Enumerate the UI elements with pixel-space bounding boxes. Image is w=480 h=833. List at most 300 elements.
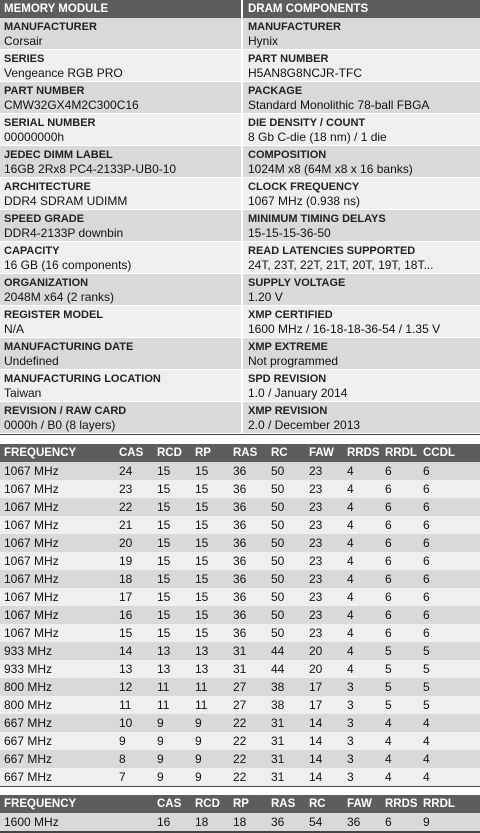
jedec-table-cell: 9 — [115, 732, 153, 750]
jedec-table-row — [0, 498, 480, 516]
jedec-table-cell: 50 — [267, 480, 305, 498]
jedec-table-cell: 4 — [419, 714, 480, 732]
jedec-table-cell: 6 — [381, 552, 419, 570]
module-field-value: Undefined — [4, 354, 59, 368]
jedec-table-cell: 13 — [191, 642, 229, 660]
jedec-table-cell: 36 — [229, 606, 267, 624]
dram-field-value: 2.0 / December 2013 — [248, 418, 361, 432]
jedec-table-cell: 5 — [381, 642, 419, 660]
dram-field — [243, 306, 480, 338]
module-field-value: 00000000h — [4, 130, 65, 144]
jedec-table-cell: 13 — [153, 642, 191, 660]
module-field — [0, 306, 243, 338]
jedec-table-cell: 23 — [115, 480, 153, 498]
jedec-table-row — [0, 480, 480, 498]
xmp-column-header: RP — [229, 795, 267, 813]
jedec-table-cell: 23 — [305, 498, 343, 516]
xmp-timings-table — [0, 795, 480, 831]
jedec-table-cell: 4 — [343, 516, 381, 534]
jedec-table-cell: 1067 MHz — [0, 462, 115, 480]
module-field — [0, 146, 243, 178]
jedec-table-row — [0, 462, 480, 480]
jedec-table-cell: 50 — [267, 462, 305, 480]
jedec-table-cell: 50 — [267, 534, 305, 552]
xmp-column-header: FAW — [343, 795, 381, 813]
jedec-table-cell: 15 — [115, 624, 153, 642]
jedec-table-cell: 14 — [115, 642, 153, 660]
jedec-table-cell: 22 — [229, 750, 267, 768]
jedec-table-cell: 24 — [115, 462, 153, 480]
jedec-table-cell: 4 — [343, 480, 381, 498]
jedec-table-cell: 5 — [381, 696, 419, 714]
jedec-table-cell: 6 — [381, 570, 419, 588]
jedec-table-cell: 14 — [305, 732, 343, 750]
xmp-column-header: RRDS — [381, 795, 419, 813]
jedec-table-cell: 23 — [305, 624, 343, 642]
module-field-label: SERIES — [4, 53, 45, 65]
jedec-table-cell: 1067 MHz — [0, 480, 115, 498]
dram-field-value: 8 Gb C-die (18 nm) / 1 die — [248, 130, 387, 144]
jedec-table-cell: 667 MHz — [0, 768, 115, 786]
jedec-table-row — [0, 552, 480, 570]
jedec-table-cell: 11 — [191, 678, 229, 696]
jedec-table-cell: 15 — [153, 570, 191, 588]
jedec-table-cell: 9 — [191, 732, 229, 750]
jedec-table-cell: 27 — [229, 696, 267, 714]
jedec-table-cell: 15 — [153, 480, 191, 498]
jedec-table-cell: 1067 MHz — [0, 552, 115, 570]
jedec-table-cell: 667 MHz — [0, 732, 115, 750]
jedec-table-cell: 21 — [115, 516, 153, 534]
xmp-table-cell: 54 — [305, 813, 343, 831]
jedec-table-cell: 11 — [191, 696, 229, 714]
jedec-table-cell: 9 — [191, 768, 229, 786]
jedec-table-cell: 15 — [191, 624, 229, 642]
dram-field — [243, 338, 480, 370]
jedec-column-header: CAS — [115, 444, 153, 462]
jedec-table-cell: 23 — [305, 570, 343, 588]
module-field — [0, 338, 243, 370]
xmp-table-cell: 16 — [153, 813, 191, 831]
jedec-table-cell: 23 — [305, 516, 343, 534]
jedec-table-cell: 4 — [343, 498, 381, 516]
dram-field-value: Hynix — [248, 34, 279, 48]
jedec-table-cell: 15 — [153, 552, 191, 570]
jedec-table-cell: 3 — [343, 696, 381, 714]
jedec-table-row — [0, 624, 480, 642]
module-field-label: JEDEC DIMM LABEL — [4, 149, 113, 161]
module-field-value: CMW32GX4M2C300C16 — [4, 98, 139, 112]
dram-field-label: XMP REVISION — [248, 405, 328, 417]
xmp-column-header: RRDL — [419, 795, 480, 813]
dram-field-label: MANUFACTURER — [248, 21, 341, 33]
dram-field — [243, 50, 480, 82]
module-field-value: 16GB 2Rx8 PC4-2133P-UB0-10 — [4, 162, 177, 176]
jedec-table-cell: 50 — [267, 624, 305, 642]
jedec-table-cell: 20 — [305, 660, 343, 678]
module-field — [0, 50, 243, 82]
dram-field-value: 1.20 V — [248, 290, 283, 304]
jedec-table-cell: 44 — [267, 660, 305, 678]
jedec-column-header: RCD — [153, 444, 191, 462]
jedec-table-cell: 4 — [343, 588, 381, 606]
jedec-table-row — [0, 588, 480, 606]
dram-field-value: H5AN8G8NCJR-TFC — [248, 66, 363, 80]
jedec-table-cell: 15 — [153, 588, 191, 606]
jedec-table-cell: 6 — [381, 606, 419, 624]
dram-field — [243, 402, 480, 434]
dram-field-label: SUPPLY VOLTAGE — [248, 277, 346, 289]
module-field-label: MANUFACTURER — [4, 21, 97, 33]
jedec-table-cell: 15 — [191, 480, 229, 498]
dram-field-value: Not programmed — [248, 354, 339, 368]
dram-field-label: COMPOSITION — [248, 149, 327, 161]
dram-field-label: READ LATENCIES SUPPORTED — [248, 245, 416, 257]
dram-field-value: 15-15-15-36-50 — [248, 226, 331, 240]
jedec-table-cell: 4 — [343, 606, 381, 624]
jedec-table-cell: 18 — [115, 570, 153, 588]
jedec-table-row — [0, 642, 480, 660]
jedec-column-header: RP — [191, 444, 229, 462]
jedec-table-cell: 50 — [267, 498, 305, 516]
jedec-table-cell: 6 — [419, 588, 480, 606]
jedec-table-cell: 15 — [191, 606, 229, 624]
jedec-table-cell: 6 — [381, 534, 419, 552]
module-field — [0, 210, 243, 242]
jedec-table-cell: 933 MHz — [0, 660, 115, 678]
jedec-table-cell: 7 — [115, 768, 153, 786]
jedec-table-cell: 6 — [419, 606, 480, 624]
jedec-table-cell: 22 — [115, 498, 153, 516]
module-field-value: DDR4-2133P downbin — [4, 226, 124, 240]
jedec-table-cell: 16 — [115, 606, 153, 624]
jedec-table-cell: 23 — [305, 534, 343, 552]
section-divider — [0, 434, 480, 444]
jedec-table-cell: 14 — [305, 768, 343, 786]
jedec-table-cell: 19 — [115, 552, 153, 570]
dram-field — [243, 210, 480, 242]
jedec-table-cell: 15 — [153, 624, 191, 642]
jedec-table-row — [0, 516, 480, 534]
module-field — [0, 178, 243, 210]
jedec-table-cell: 933 MHz — [0, 642, 115, 660]
jedec-table-cell: 6 — [381, 516, 419, 534]
dram-field — [243, 82, 480, 114]
jedec-table-cell: 4 — [381, 768, 419, 786]
jedec-table-cell: 4 — [343, 660, 381, 678]
jedec-table-row — [0, 606, 480, 624]
jedec-table-cell: 9 — [153, 732, 191, 750]
xmp-table-cell: 18 — [191, 813, 229, 831]
module-field-label: REVISION / RAW CARD — [4, 405, 127, 417]
jedec-table-cell: 15 — [153, 462, 191, 480]
jedec-table-cell: 31 — [229, 642, 267, 660]
jedec-table-cell: 4 — [419, 768, 480, 786]
jedec-table-cell: 31 — [267, 768, 305, 786]
dram-field-label: CLOCK FREQUENCY — [248, 181, 360, 193]
dram-field-value: Standard Monolithic 78-ball FBGA — [248, 98, 430, 112]
module-field-value: 2048M x64 (2 ranks) — [4, 290, 115, 304]
module-field — [0, 242, 243, 274]
jedec-table-cell: 17 — [115, 588, 153, 606]
dram-field-label: XMP EXTREME — [248, 341, 328, 353]
jedec-table-cell: 23 — [305, 552, 343, 570]
jedec-table-cell: 6 — [381, 462, 419, 480]
jedec-table-row — [0, 714, 480, 732]
jedec-table-cell: 9 — [153, 750, 191, 768]
jedec-table-cell: 11 — [115, 696, 153, 714]
jedec-table-cell: 15 — [153, 534, 191, 552]
jedec-table-cell: 1067 MHz — [0, 570, 115, 588]
module-field-label: MANUFACTURING DATE — [4, 341, 134, 353]
jedec-table-cell: 6 — [381, 480, 419, 498]
module-field-label: CAPACITY — [4, 245, 60, 257]
jedec-table-cell: 5 — [419, 696, 480, 714]
jedec-table-cell: 9 — [153, 714, 191, 732]
jedec-table-cell: 6 — [419, 570, 480, 588]
jedec-table-row — [0, 534, 480, 552]
jedec-table-cell: 6 — [419, 624, 480, 642]
jedec-table-cell: 15 — [191, 552, 229, 570]
jedec-table-cell: 4 — [419, 732, 480, 750]
jedec-table-cell: 50 — [267, 552, 305, 570]
dram-field-label: PART NUMBER — [248, 53, 329, 65]
jedec-table-cell: 20 — [305, 642, 343, 660]
jedec-table-cell: 22 — [229, 768, 267, 786]
module-field-label: ORGANIZATION — [4, 277, 89, 289]
jedec-table-row — [0, 732, 480, 750]
jedec-table-cell: 6 — [381, 498, 419, 516]
module-field-value: DDR4 SDRAM UDIMM — [4, 194, 128, 208]
dram-field-value: 24T, 23T, 22T, 21T, 20T, 19T, 18T... — [248, 258, 434, 272]
module-field — [0, 18, 243, 50]
jedec-table-cell: 11 — [153, 696, 191, 714]
module-field — [0, 82, 243, 114]
jedec-table-row — [0, 768, 480, 786]
jedec-table-cell: 17 — [305, 678, 343, 696]
jedec-table-cell: 1067 MHz — [0, 516, 115, 534]
module-field — [0, 114, 243, 146]
jedec-table-cell: 36 — [229, 498, 267, 516]
module-field-label: REGISTER MODEL — [4, 309, 104, 321]
jedec-table-cell: 1067 MHz — [0, 606, 115, 624]
jedec-table-cell: 50 — [267, 606, 305, 624]
module-field-label: MANUFACTURING LOCATION — [4, 373, 161, 385]
jedec-table-cell: 36 — [229, 588, 267, 606]
jedec-table-cell: 9 — [191, 750, 229, 768]
jedec-table-cell: 36 — [229, 552, 267, 570]
xmp-column-header: RAS — [267, 795, 305, 813]
dram-field-label: SPD REVISION — [248, 373, 327, 385]
jedec-table-cell: 6 — [419, 552, 480, 570]
xmp-table-header — [0, 795, 480, 813]
jedec-table-cell: 50 — [267, 588, 305, 606]
jedec-column-header: RRDS — [343, 444, 381, 462]
jedec-table-cell: 38 — [267, 678, 305, 696]
xmp-column-header: FREQUENCY — [0, 795, 153, 813]
jedec-table-cell: 23 — [305, 606, 343, 624]
jedec-table-cell: 14 — [305, 714, 343, 732]
jedec-table-cell: 31 — [267, 732, 305, 750]
xmp-column-header: RC — [305, 795, 343, 813]
xmp-table-cell: 6 — [381, 813, 419, 831]
jedec-column-header: CCDL — [419, 444, 480, 462]
jedec-table-cell: 23 — [305, 462, 343, 480]
module-field-label: SPEED GRADE — [4, 213, 85, 225]
jedec-table-cell: 4 — [343, 534, 381, 552]
jedec-column-header: RAS — [229, 444, 267, 462]
jedec-table-header — [0, 444, 480, 462]
module-field — [0, 402, 243, 434]
dram-field — [243, 242, 480, 274]
module-field-label: ARCHITECTURE — [4, 181, 91, 193]
jedec-table-cell: 36 — [229, 570, 267, 588]
module-field-value: 0000h / B0 (8 layers) — [4, 418, 116, 432]
section-divider — [0, 786, 480, 795]
jedec-table-cell: 4 — [343, 624, 381, 642]
dram-field — [243, 370, 480, 402]
module-field — [0, 370, 243, 402]
jedec-table-cell: 44 — [267, 642, 305, 660]
jedec-table-cell: 13 — [191, 660, 229, 678]
dram-field — [243, 178, 480, 210]
jedec-table-cell: 15 — [153, 516, 191, 534]
jedec-table-cell: 31 — [267, 750, 305, 768]
jedec-table-cell: 15 — [191, 534, 229, 552]
module-field-value: Vengeance RGB PRO — [4, 66, 123, 80]
jedec-table-cell: 5 — [419, 660, 480, 678]
jedec-table-row — [0, 696, 480, 714]
jedec-table-cell: 8 — [115, 750, 153, 768]
jedec-table-cell: 10 — [115, 714, 153, 732]
jedec-table-cell: 800 MHz — [0, 696, 115, 714]
xmp-table-row — [0, 813, 480, 831]
jedec-table-cell: 20 — [115, 534, 153, 552]
jedec-table-cell: 5 — [419, 642, 480, 660]
jedec-table-cell: 14 — [305, 750, 343, 768]
jedec-table-cell: 13 — [153, 660, 191, 678]
jedec-table-cell: 6 — [419, 516, 480, 534]
jedec-table-cell: 9 — [191, 714, 229, 732]
jedec-table-cell: 3 — [343, 678, 381, 696]
jedec-table-cell: 36 — [229, 516, 267, 534]
jedec-table-cell: 22 — [229, 714, 267, 732]
jedec-table-cell: 22 — [229, 732, 267, 750]
jedec-table-cell: 23 — [305, 588, 343, 606]
jedec-table-cell: 6 — [419, 480, 480, 498]
jedec-table-cell: 1067 MHz — [0, 498, 115, 516]
jedec-table-cell: 1067 MHz — [0, 624, 115, 642]
jedec-table-cell: 27 — [229, 678, 267, 696]
jedec-table-cell: 6 — [381, 624, 419, 642]
jedec-table-cell: 3 — [343, 768, 381, 786]
dram-field — [243, 146, 480, 178]
jedec-table-cell: 4 — [343, 570, 381, 588]
jedec-table-cell: 36 — [229, 462, 267, 480]
jedec-table-cell: 6 — [419, 498, 480, 516]
jedec-column-header: RRDL — [381, 444, 419, 462]
jedec-table-cell: 1067 MHz — [0, 588, 115, 606]
jedec-table-cell: 31 — [267, 714, 305, 732]
jedec-table-cell: 36 — [229, 624, 267, 642]
dram-field-label: MINIMUM TIMING DELAYS — [248, 213, 386, 225]
module-field-value: Taiwan — [4, 386, 42, 400]
jedec-table-cell: 11 — [153, 678, 191, 696]
jedec-table-cell: 15 — [191, 516, 229, 534]
jedec-table-cell: 5 — [381, 678, 419, 696]
dram-field-value: 1600 MHz / 16-18-18-36-54 / 1.35 V — [248, 322, 441, 336]
jedec-table-cell: 15 — [191, 498, 229, 516]
jedec-table-cell: 6 — [419, 462, 480, 480]
jedec-table-cell: 3 — [343, 714, 381, 732]
jedec-column-header: FAW — [305, 444, 343, 462]
xmp-table-cell: 18 — [229, 813, 267, 831]
dram-field-label: DIE DENSITY / COUNT — [248, 117, 366, 129]
jedec-column-header: RC — [267, 444, 305, 462]
jedec-table-cell: 36 — [229, 534, 267, 552]
xmp-table-cell: 36 — [343, 813, 381, 831]
jedec-table-cell: 15 — [153, 498, 191, 516]
jedec-table-cell: 5 — [381, 660, 419, 678]
jedec-table-cell: 9 — [153, 768, 191, 786]
jedec-table-cell: 15 — [191, 570, 229, 588]
jedec-table-cell: 667 MHz — [0, 750, 115, 768]
jedec-table-cell: 31 — [229, 660, 267, 678]
module-field — [0, 274, 243, 306]
dram-field — [243, 274, 480, 306]
jedec-table-cell: 4 — [381, 732, 419, 750]
dram-field-label: PACKAGE — [248, 85, 303, 97]
xmp-table-cell: 1600 MHz — [0, 813, 153, 831]
dram-field-value: 1024M x8 (64M x8 x 16 banks) — [248, 162, 413, 176]
jedec-column-header: FREQUENCY — [0, 444, 115, 462]
dram-field-value: 1067 MHz (0.938 ns) — [248, 194, 361, 208]
dram-field — [243, 114, 480, 146]
jedec-table-cell: 23 — [305, 480, 343, 498]
jedec-table-cell: 6 — [419, 534, 480, 552]
xmp-column-header: CAS — [153, 795, 191, 813]
jedec-table-row — [0, 750, 480, 768]
jedec-table-cell: 17 — [305, 696, 343, 714]
xmp-table-cell: 36 — [267, 813, 305, 831]
dram-components-header: DRAM COMPONENTS — [243, 0, 480, 18]
dram-field — [243, 18, 480, 50]
jedec-table-cell: 667 MHz — [0, 714, 115, 732]
jedec-table-row — [0, 678, 480, 696]
jedec-table-cell: 5 — [419, 678, 480, 696]
dram-field-value: 1.0 / January 2014 — [248, 386, 348, 400]
jedec-table-cell: 800 MHz — [0, 678, 115, 696]
jedec-table-cell: 1067 MHz — [0, 534, 115, 552]
jedec-table-cell: 15 — [191, 462, 229, 480]
xmp-column-header: RCD — [191, 795, 229, 813]
jedec-table-cell: 38 — [267, 696, 305, 714]
jedec-table-cell: 4 — [343, 642, 381, 660]
jedec-table-cell: 6 — [381, 588, 419, 606]
jedec-table-cell: 3 — [343, 732, 381, 750]
jedec-table-cell: 13 — [115, 660, 153, 678]
memory-module-header: MEMORY MODULE — [0, 0, 243, 18]
jedec-table-cell: 15 — [191, 588, 229, 606]
xmp-table-cell: 9 — [419, 813, 480, 831]
module-field-label: SERIAL NUMBER — [4, 117, 96, 129]
jedec-table-cell: 4 — [343, 552, 381, 570]
jedec-table-cell: 4 — [381, 750, 419, 768]
jedec-table-row — [0, 660, 480, 678]
jedec-table-cell: 36 — [229, 480, 267, 498]
jedec-table-cell: 50 — [267, 570, 305, 588]
module-field-label: PART NUMBER — [4, 85, 85, 97]
